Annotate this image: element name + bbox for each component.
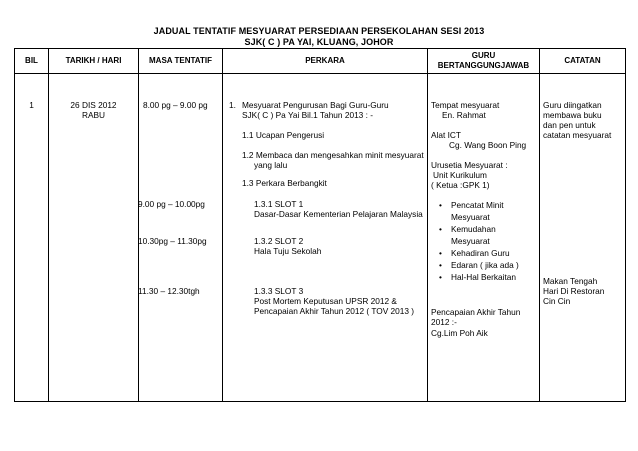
header-catatan: CATATAN [540,49,626,74]
cell-perkara [223,74,428,402]
guru-task-list [431,199,519,283]
cell-tarikh [49,74,139,402]
guru-alat-label: Alat ICT [431,130,461,140]
cell-guru [428,74,540,402]
header-masa: MASA TENTATIF [139,49,223,74]
catatan-makan-2: Hari Di Restoran [543,286,605,296]
perkara-sub-3: 1.3 Perkara Berbangkit [242,178,327,188]
guru-pencapaian-name: Cg.Lim Poh Aik [431,328,488,338]
guru-pencapaian-label: Pencapaian Akhir Tahun [431,307,521,317]
perkara-item-title: Mesyuarat Pengurusan Bagi Guru-Guru [242,100,389,110]
list-item: • Pencatat Minit [431,199,519,211]
perkara-slot-2-title: 1.3.2 SLOT 2 [254,236,304,246]
header-perkara: PERKARA [223,49,428,74]
guru-tempat-label: Tempat mesyuarat [431,100,500,110]
catatan-note-2: membawa buku [543,110,602,120]
cell-masa [139,74,223,402]
list-item: • Hal-Hal Berkaitan [431,271,519,283]
bil-value: 1 [29,100,34,110]
perkara-slot-1-desc: Dasar-Dasar Kementerian Pelajaran Malaysia [254,209,423,219]
guru-urusetia-label: Urusetia Mesyuarat : [431,160,508,170]
cell-bil [15,74,49,402]
list-item-cont-text: Mesyuarat [451,212,490,222]
perkara-sub-1: 1.1 Ucapan Pengerusi [242,130,325,140]
header-tarikh: TARIKH / HARI [49,49,139,74]
guru-alat-name: Cg. Wang Boon Ping [449,140,527,150]
catatan-note-3: dan pen untuk [543,120,596,130]
masa-slot-1: 8.00 pg – 9.00 pg [143,100,208,110]
perkara-slot-3-title: 1.3.3 SLOT 3 [254,286,304,296]
catatan-note-4: catatan mesyuarat [543,130,612,140]
perkara-slot-3-desc: Post Mortem Keputusan UPSR 2012 & [254,296,397,306]
guru-tempat-name: En. Rahmat [442,110,486,120]
table-header-row [15,49,626,74]
masa-slot-2: 9.00 pg – 10.00pg [138,199,205,209]
list-item: • Edaran ( jika ada ) [431,259,519,271]
perkara-sub-2: 1.2 Membaca dan mengesahkan minit mesyuarat [242,150,424,160]
catatan-note-1: Guru diingatkan [543,100,602,110]
header-bil: BIL [15,49,49,74]
perkara-sub-2-cont: yang lalu [254,160,288,170]
header-guru-line1: GURU [471,50,496,60]
guru-urusetia-unit: Unit Kurikulum [433,170,487,180]
school-name: SJK( C ) PA YAI, KLUANG, JOHOR [244,37,394,47]
masa-slot-3: 10.30pg – 11.30pg [138,236,207,246]
list-item: • Kehadiran Guru [431,247,519,259]
list-item-cont-text: Mesyuarat [451,236,490,246]
list-item-cont [431,211,519,223]
perkara-slot-1-title: 1.3.1 SLOT 1 [254,199,304,209]
catatan-makan-3: Cin Cin [543,296,571,306]
header-guru-line2: BERTANGGUNGJAWAB [437,61,530,70]
cell-catatan [540,74,626,402]
document-title: JADUAL TENTATIF MESYUARAT PERSEDIAAN PERSEKOLAHAN SESI 2013 [153,26,485,36]
list-item: • Kemudahan [431,223,519,235]
catatan-makan-1: Makan Tengah [543,276,598,286]
perkara-slot-3-desc-cont: Pencapaian Akhir Tahun 2012 ( TOV 2013 ) [254,306,415,316]
guru-urusetia-ketua: ( Ketua :GPK 1) [431,180,490,190]
perkara-slot-2-desc: Hala Tuju Sekolah [254,246,322,256]
tarikh-day: RABU [81,110,106,120]
tarikh-date: 26 DIS 2012 [70,100,117,110]
perkara-item-number: 1. [229,100,236,110]
schedule-table [14,48,626,402]
header-guru [428,49,540,74]
perkara-item-subtitle: SJK( C ) Pa Yai Bil.1 Tahun 2013 : - [242,110,373,120]
list-item-cont [431,235,519,247]
masa-slot-4: 11.30 – 12.30tgh [138,286,200,296]
table-row [15,74,626,402]
guru-pencapaian-year: 2012 :- [431,317,457,327]
